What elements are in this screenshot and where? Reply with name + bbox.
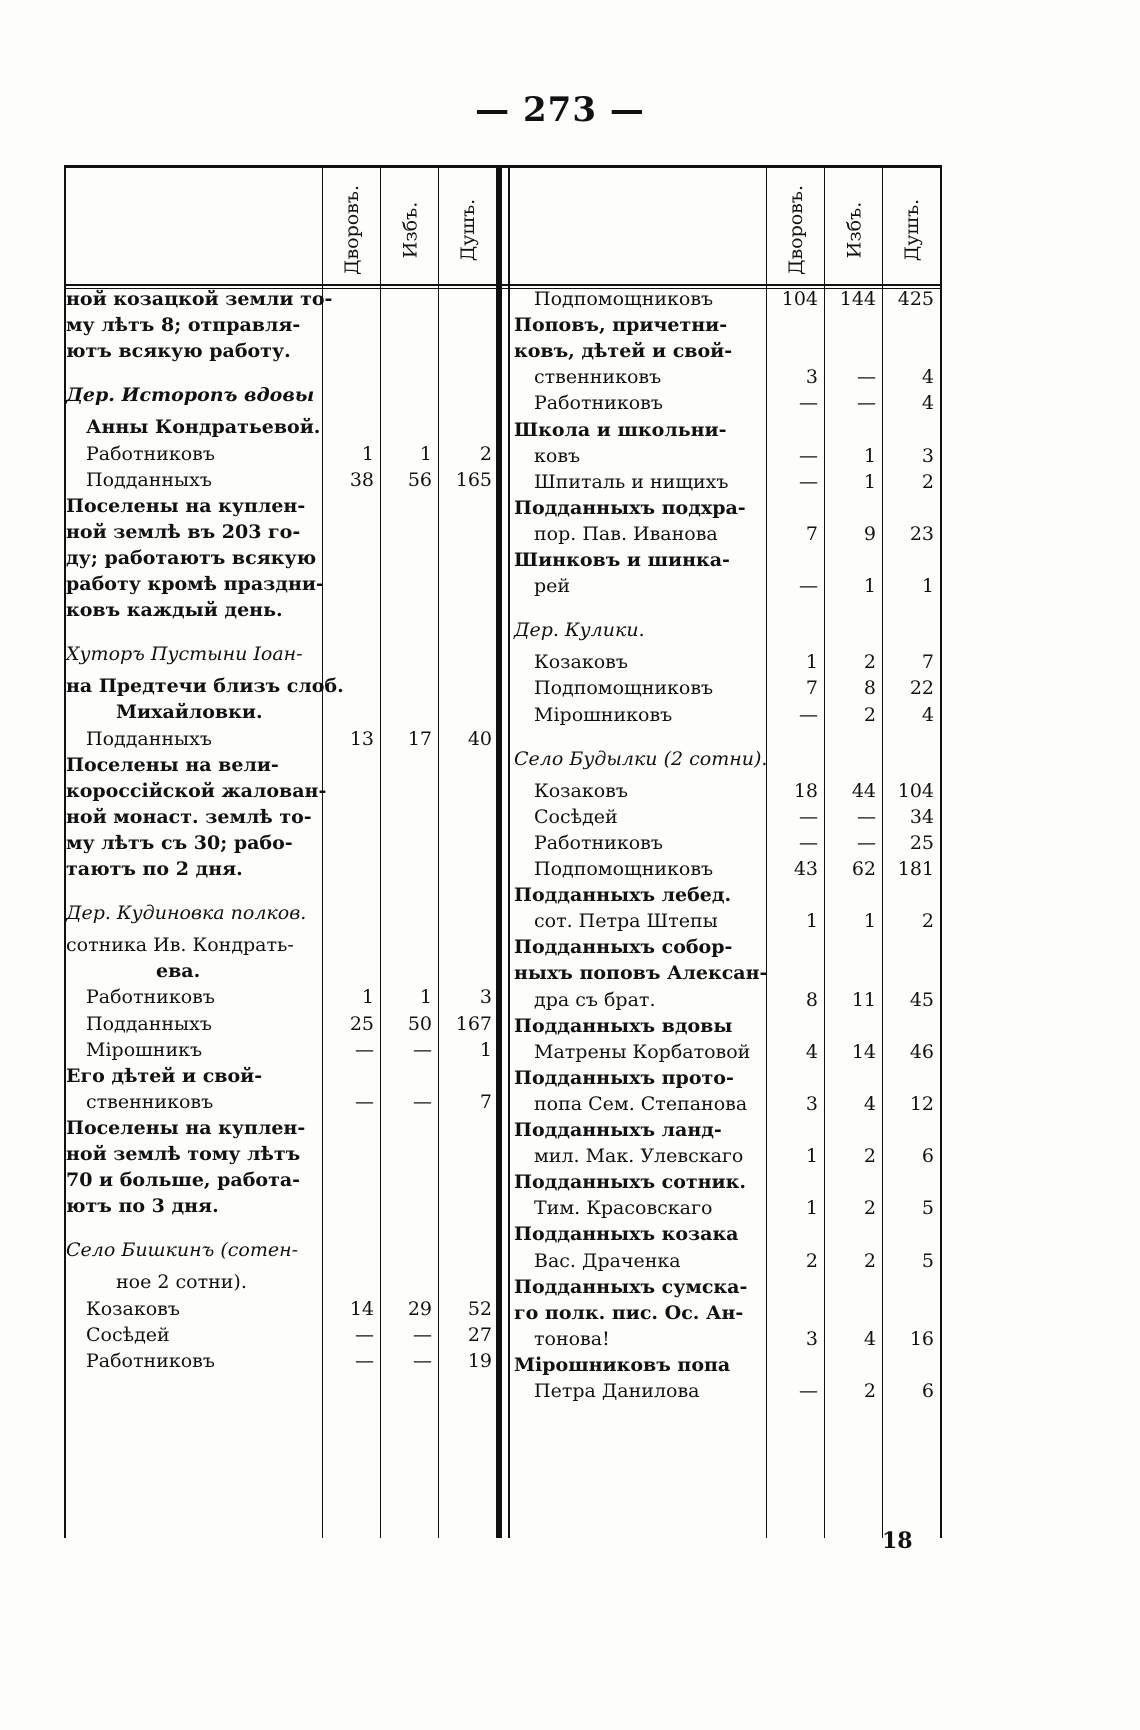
row-label: ныхъ поповъ Алексан-	[514, 962, 768, 985]
souls-value: 45	[909, 988, 934, 1011]
souls-value: 2	[921, 910, 934, 933]
row-label: короссійской жалован-	[66, 779, 327, 802]
row-label: Михайловки.	[116, 701, 263, 724]
souls-value: 7	[921, 651, 934, 674]
souls-value: 46	[909, 1040, 934, 1063]
yards-value: 3	[805, 1092, 818, 1115]
rule	[322, 168, 323, 1538]
yards-value: —	[799, 470, 818, 493]
row-label: Подданныхъ подхра-	[514, 496, 746, 519]
row-label: ковъ	[534, 444, 581, 467]
souls-value: 12	[909, 1092, 934, 1115]
souls-value: 1	[479, 1038, 492, 1061]
row-label: Мірошниковъ	[534, 703, 673, 726]
huts-value: 14	[851, 1040, 876, 1063]
yards-value: —	[799, 805, 818, 828]
row-label: рей	[534, 575, 571, 598]
yards-value: 18	[793, 779, 818, 802]
souls-value: 4	[921, 366, 934, 389]
row-label: Поселены на куплен-	[66, 494, 306, 517]
yards-value: —	[355, 1090, 374, 1113]
yards-value: 4	[805, 1040, 818, 1063]
huts-value: 17	[407, 727, 432, 750]
huts-value: 2	[863, 1197, 876, 1220]
row-label: дра съ брат.	[534, 988, 656, 1011]
rule	[940, 168, 942, 1538]
yards-value: —	[799, 575, 818, 598]
row-label: Подданныхъ	[86, 1012, 212, 1035]
header-huts: Избъ.	[399, 201, 421, 259]
yards-value: 8	[805, 988, 818, 1011]
row-label: Козаковъ	[534, 779, 628, 802]
yards-value: 104	[781, 288, 818, 310]
row-label: Школа и школьни-	[514, 418, 727, 441]
rule	[824, 168, 825, 1538]
row-label: ной землѣ въ 203 го-	[66, 520, 301, 543]
header-huts: Избъ.	[843, 201, 865, 259]
huts-value: —	[857, 805, 876, 828]
yards-value: 43	[793, 858, 818, 880]
souls-value: 16	[909, 1327, 934, 1350]
souls-value: 23	[909, 522, 934, 545]
souls-value: 2	[479, 442, 492, 465]
yards-value: 7	[805, 677, 818, 700]
souls-value: 5	[921, 1249, 934, 1272]
row-label: ственниковъ	[534, 366, 662, 389]
yards-value: 13	[349, 727, 374, 750]
row-label: пор. Пав. Иванова	[534, 522, 718, 545]
yards-value: 2	[805, 1249, 818, 1272]
header-yards: Дворовъ.	[341, 184, 364, 276]
row-label: ной монаст. землѣ то-	[66, 805, 312, 828]
souls-value: 5	[921, 1197, 934, 1220]
huts-value: 1	[419, 986, 432, 1009]
row-label: ютъ по 3 дня.	[66, 1195, 219, 1218]
huts-value: —	[413, 1323, 432, 1346]
row-label: Подданныхъ сотник.	[514, 1171, 746, 1194]
header-yards: Дворовъ.	[785, 184, 808, 276]
row-label: попа Сем. Степанова	[534, 1092, 748, 1115]
row-label: Работниковъ	[86, 442, 215, 465]
huts-value: 50	[407, 1012, 432, 1035]
row-label: ковъ, дѣтей и свой-	[514, 340, 733, 363]
rule	[380, 168, 381, 1538]
huts-value: 4	[863, 1327, 876, 1350]
row-label: Подданныхъ лебед.	[514, 884, 732, 907]
yards-value: 38	[349, 468, 374, 491]
huts-value: 2	[863, 1249, 876, 1272]
huts-value: —	[413, 1090, 432, 1113]
souls-value: 104	[897, 779, 934, 802]
yards-value: —	[355, 1323, 374, 1346]
huts-value: —	[413, 1038, 432, 1061]
row-label: Подданныхъ ланд-	[514, 1119, 722, 1141]
souls-value: 25	[909, 831, 934, 854]
yards-value: —	[799, 703, 818, 726]
row-label: му лѣтъ съ 30; рабо-	[66, 831, 293, 854]
souls-value: 6	[921, 1145, 934, 1168]
rule	[882, 168, 883, 1538]
row-label: Сосѣдей	[534, 805, 618, 828]
yards-value: —	[799, 444, 818, 467]
huts-value: —	[413, 1349, 432, 1372]
row-label: му лѣтъ 8; отправля-	[66, 314, 301, 337]
souls-value: 165	[455, 468, 492, 491]
row-label: Подданныхъ козака	[514, 1223, 739, 1246]
row-label: Подданныхъ	[86, 727, 212, 750]
row-label: Матрены Корбатовой	[534, 1040, 751, 1063]
row-label: Село Бишкинъ (сотен-	[66, 1239, 299, 1262]
souls-value: 425	[897, 288, 934, 310]
huts-value: 2	[863, 703, 876, 726]
row-label: Его дѣтей и свой-	[66, 1064, 263, 1087]
row-label: Дер. Кудиновка полков.	[66, 902, 307, 925]
yards-value: 14	[349, 1297, 374, 1320]
huts-value: 2	[863, 1145, 876, 1168]
yards-value: —	[799, 392, 818, 415]
row-label: Подпомощниковъ	[534, 858, 714, 880]
souls-value: 27	[467, 1323, 492, 1346]
row-label: Поселены на вели-	[66, 753, 279, 776]
row-label: работу кромѣ праздни-	[66, 573, 324, 595]
row-label: Поповъ, причетни-	[514, 314, 728, 337]
huts-value: 1	[863, 575, 876, 598]
row-label: Подданныхъ вдовы	[514, 1014, 733, 1037]
rule	[438, 168, 439, 1538]
yards-value: 1	[361, 442, 374, 465]
row-label: Дер. Кулики.	[514, 619, 645, 642]
yards-value: 1	[805, 651, 818, 674]
yards-value: —	[799, 1380, 818, 1402]
row-label: го полк. пис. Ос. Ан-	[514, 1301, 744, 1324]
huts-value: —	[857, 392, 876, 415]
row-label: Работниковъ	[86, 986, 215, 1009]
row-label: Работниковъ	[534, 392, 663, 415]
yards-value: —	[355, 1349, 374, 1372]
yards-value: —	[355, 1038, 374, 1061]
huts-value: 4	[863, 1092, 876, 1115]
huts-value: 44	[851, 779, 876, 802]
row-label: Подпомощниковъ	[534, 288, 714, 310]
yards-value: 3	[805, 1327, 818, 1350]
row-label: Козаковъ	[534, 651, 628, 674]
row-label: ютъ всякую работу.	[66, 340, 291, 363]
statistics-table	[64, 165, 942, 1538]
row-label: Подданныхъ собор-	[514, 936, 733, 959]
huts-value: 8	[863, 677, 876, 700]
huts-value: 1	[863, 910, 876, 933]
huts-value: 2	[863, 651, 876, 674]
huts-value: —	[857, 366, 876, 389]
souls-value: 4	[921, 392, 934, 415]
souls-value: 34	[909, 805, 934, 828]
row-label: Работниковъ	[86, 1349, 215, 1372]
row-label: сот. Петра Штепы	[534, 910, 718, 933]
row-label: Работниковъ	[534, 831, 663, 854]
yards-value: —	[799, 831, 818, 854]
row-label: Вас. Драченка	[534, 1249, 681, 1272]
rule	[766, 168, 767, 1538]
huts-value: —	[857, 831, 876, 854]
row-label: Дер. Исторопъ вдовы	[66, 384, 315, 407]
header-souls: Душъ.	[901, 198, 924, 262]
souls-value: 19	[467, 1349, 492, 1372]
huts-value: 2	[863, 1380, 876, 1402]
row-label: Мірошниковъ попа	[514, 1353, 731, 1376]
yards-value: 1	[805, 1197, 818, 1220]
row-label: ной землѣ тому лѣтъ	[66, 1143, 301, 1165]
column-divider	[508, 168, 510, 1538]
yards-value: 1	[805, 910, 818, 933]
row-label: Подданныхъ сумска-	[514, 1275, 748, 1298]
row-label: ева.	[156, 960, 201, 983]
sheet-mark: 18	[882, 1528, 913, 1554]
yards-value: 1	[361, 986, 374, 1009]
huts-value: 56	[407, 468, 432, 491]
huts-value: 11	[851, 988, 876, 1011]
souls-value: 40	[467, 727, 492, 750]
yards-value: 1	[805, 1145, 818, 1168]
row-label: Козаковъ	[86, 1297, 180, 1320]
souls-value: 3	[921, 444, 934, 467]
huts-value: 1	[419, 442, 432, 465]
column-divider	[496, 168, 502, 1538]
row-label: Шинковъ и шинка-	[514, 549, 730, 571]
row-label: Тим. Красовскаго	[534, 1197, 713, 1220]
row-label: Анны Кондратьевой.	[86, 416, 321, 439]
row-label: Хуторъ Пустыни Іоан-	[66, 643, 303, 666]
row-label: Подданныхъ	[86, 468, 212, 491]
souls-value: 52	[467, 1297, 492, 1320]
yards-value: 7	[805, 522, 818, 545]
row-label: Мірошникъ	[86, 1038, 203, 1061]
header-souls: Душъ.	[457, 198, 480, 262]
huts-value: 29	[407, 1297, 432, 1320]
huts-value: 1	[863, 444, 876, 467]
row-label: Шпиталь и нищихъ	[534, 470, 729, 493]
row-label: Село Будылки (2 сотни).	[514, 747, 768, 770]
huts-value: 144	[839, 288, 876, 310]
huts-value: 9	[863, 522, 876, 545]
row-label: мил. Мак. Улевскаго	[534, 1145, 744, 1168]
row-label: таютъ по 2 дня.	[66, 858, 243, 880]
row-label: сотника Ив. Кондрать-	[66, 934, 294, 957]
yards-value: 25	[349, 1012, 374, 1035]
row-label: ковъ каждый день.	[66, 599, 283, 622]
huts-value: 62	[851, 858, 876, 880]
row-label: ной козацкой земли то-	[66, 288, 333, 310]
row-label: Сосѣдей	[86, 1323, 170, 1346]
huts-value: 1	[863, 470, 876, 493]
row-label: ное 2 сотни).	[116, 1271, 247, 1294]
souls-value: 167	[455, 1012, 492, 1035]
row-label: Петра Данилова	[534, 1380, 700, 1402]
souls-value: 1	[921, 575, 934, 598]
souls-value: 4	[921, 703, 934, 726]
souls-value: 2	[921, 470, 934, 493]
row-label: на Предтечи близъ слоб.	[66, 675, 344, 698]
souls-value: 181	[897, 858, 934, 880]
row-label: Поселены на куплен-	[66, 1116, 306, 1139]
souls-value: 6	[921, 1380, 934, 1402]
souls-value: 7	[479, 1090, 492, 1113]
souls-value: 22	[909, 677, 934, 700]
yards-value: 3	[805, 366, 818, 389]
souls-value: 3	[479, 986, 492, 1009]
row-label: 70 и больше, работа-	[66, 1169, 301, 1192]
page-number: — 273 —	[475, 90, 645, 130]
row-label: тонова!	[534, 1327, 610, 1350]
row-label: Подданныхъ прото-	[514, 1066, 734, 1089]
row-label: ду; работаютъ всякую	[66, 546, 317, 569]
row-label: Подпомощниковъ	[534, 677, 714, 700]
row-label: ственниковъ	[86, 1090, 214, 1113]
